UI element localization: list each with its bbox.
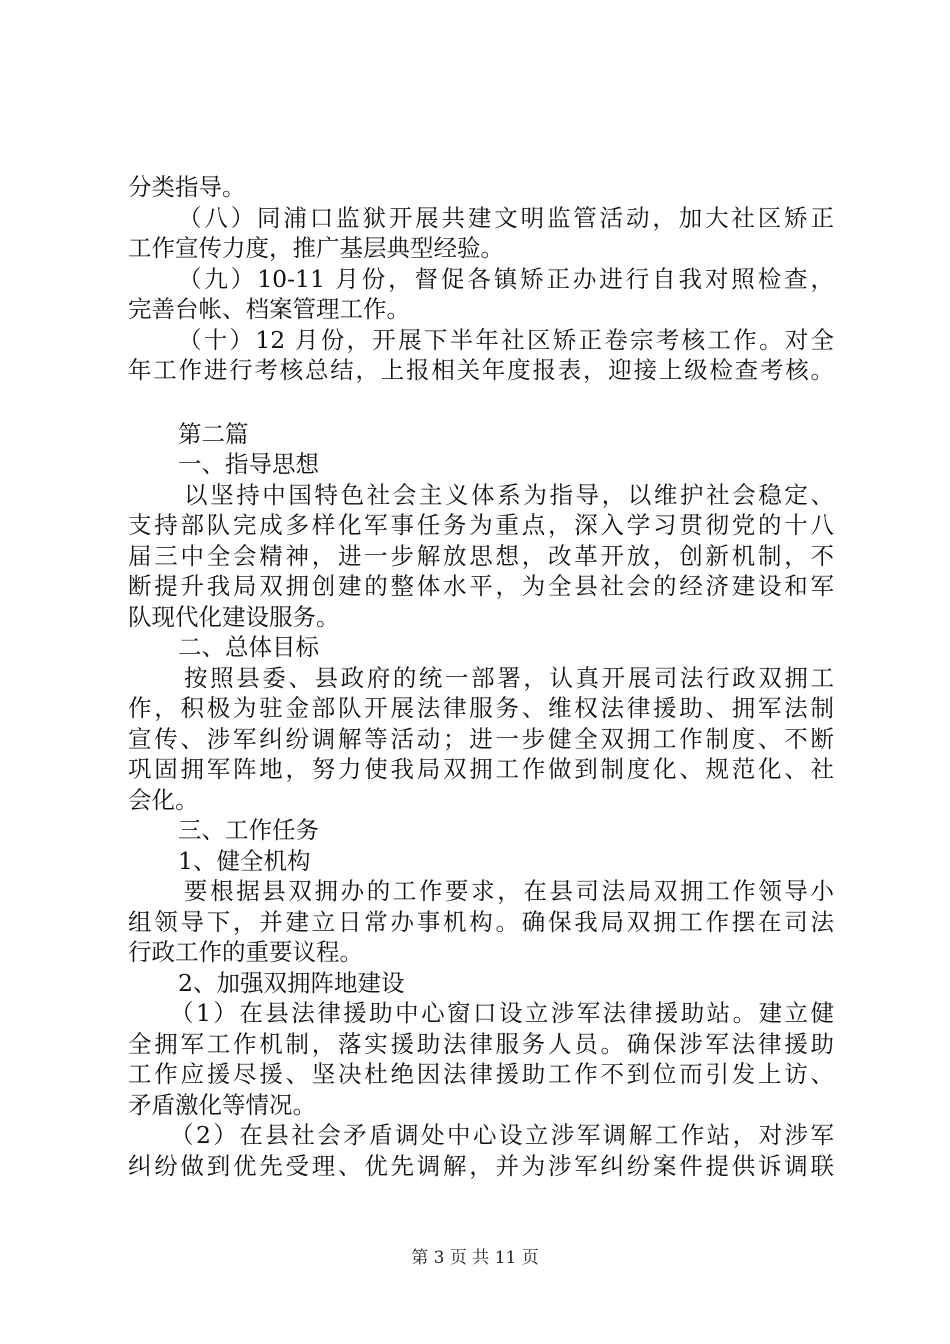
paragraph [128, 968, 834, 999]
text-line: 第二篇 [178, 419, 249, 448]
text-line: （九）10-11 月份，督促各镇矫正办进行自我对照检查， [178, 264, 834, 293]
text-line: 届三中全会精神，进一步解放思想，改革开放，创新机制，不 [128, 541, 834, 570]
text-line: 巩固拥军阵地，努力使我局双拥工作做到制度化、规范化、社 [128, 755, 834, 783]
text-line: 支持部队完成多样化军事任务为重点，深入学习贯彻党的十八 [128, 511, 834, 539]
text-line: 分类指导。 [128, 173, 246, 201]
text-line: （1）在县法律援助中心窗口设立涉军法律援助站。建立健 [170, 999, 834, 1027]
text-line: 组领导下，并建立日常办事机构。确保我局双拥工作摆在司法 [128, 907, 834, 936]
text-line: 工作宣传力度，推广基层典型经验。 [128, 234, 504, 262]
text-line: 要根据县双拥办的工作要求，在县司法局双拥工作领导小 [184, 877, 834, 905]
paragraph [128, 1120, 834, 1181]
text-line: 按照县委、县政府的统一部署，认真开展司法行政双拥工 [184, 663, 834, 692]
text-line: 完善台帐、档案管理工作。 [128, 295, 410, 323]
paragraph [128, 264, 834, 325]
text-line: 一、指导思想 [178, 450, 319, 478]
text-line: （八）同浦口监狱开展共建文明监管活动，加大社区矫正 [178, 203, 834, 232]
paragraph [128, 325, 834, 386]
paragraph [128, 419, 834, 450]
document-body [128, 172, 834, 1181]
paragraph [128, 815, 834, 846]
text-line: 断提升我局双拥创建的整体水平，为全县社会的经济建设和军 [128, 572, 834, 600]
text-line: 2、加强双拥阵地建设 [178, 968, 405, 997]
text-line: 作，积极为驻金部队开展法律服务、维权法律援助、拥军法制 [128, 694, 834, 722]
paragraph [128, 449, 834, 480]
paragraph [128, 876, 834, 968]
section-gap [128, 386, 834, 419]
text-line: 矛盾激化等情况。 [128, 1090, 316, 1119]
text-line: 会化。 [128, 785, 199, 814]
page-footer: 第 3 页 共 11 页 [411, 1248, 539, 1268]
text-line: （十）12 月份，开展下半年社区矫正卷宗考核工作。对全 [178, 325, 834, 354]
text-line: 宣传、涉军纠纷调解等活动；进一步健全双拥工作制度、不断 [128, 724, 834, 753]
text-line: 三、工作任务 [178, 816, 319, 844]
text-line: 纠纷做到优先受理、优先调解，并为涉军纠纷案件提供诉调联 [128, 1151, 834, 1180]
paragraph [128, 172, 834, 203]
paragraph [128, 663, 834, 816]
text-line: 以坚持中国特色社会主义体系为指导，以维护社会稳定、 [184, 480, 834, 509]
paragraph [128, 203, 834, 264]
text-line: 全拥军工作机制，落实援助法律服务人员。确保涉军法律援助 [128, 1029, 834, 1058]
paragraph [128, 632, 834, 663]
text-line: 行政工作的重要议程。 [128, 938, 363, 966]
text-line: 1、健全机构 [178, 846, 311, 875]
paragraph [128, 480, 834, 633]
text-line: 工作应援尽援、坚决杜绝因法律援助工作不到位而引发上访、 [128, 1060, 834, 1088]
paragraph [128, 846, 834, 877]
text-line: 年工作进行考核总结，上报相关年度报表，迎接上级检查考核。 [128, 356, 834, 384]
paragraph [128, 998, 834, 1120]
text-line: 二、总体目标 [178, 633, 319, 661]
text-line: 队现代化建设服务。 [128, 602, 340, 631]
text-line: （2）在县社会矛盾调处中心设立涉军调解工作站，对涉军 [170, 1121, 834, 1149]
